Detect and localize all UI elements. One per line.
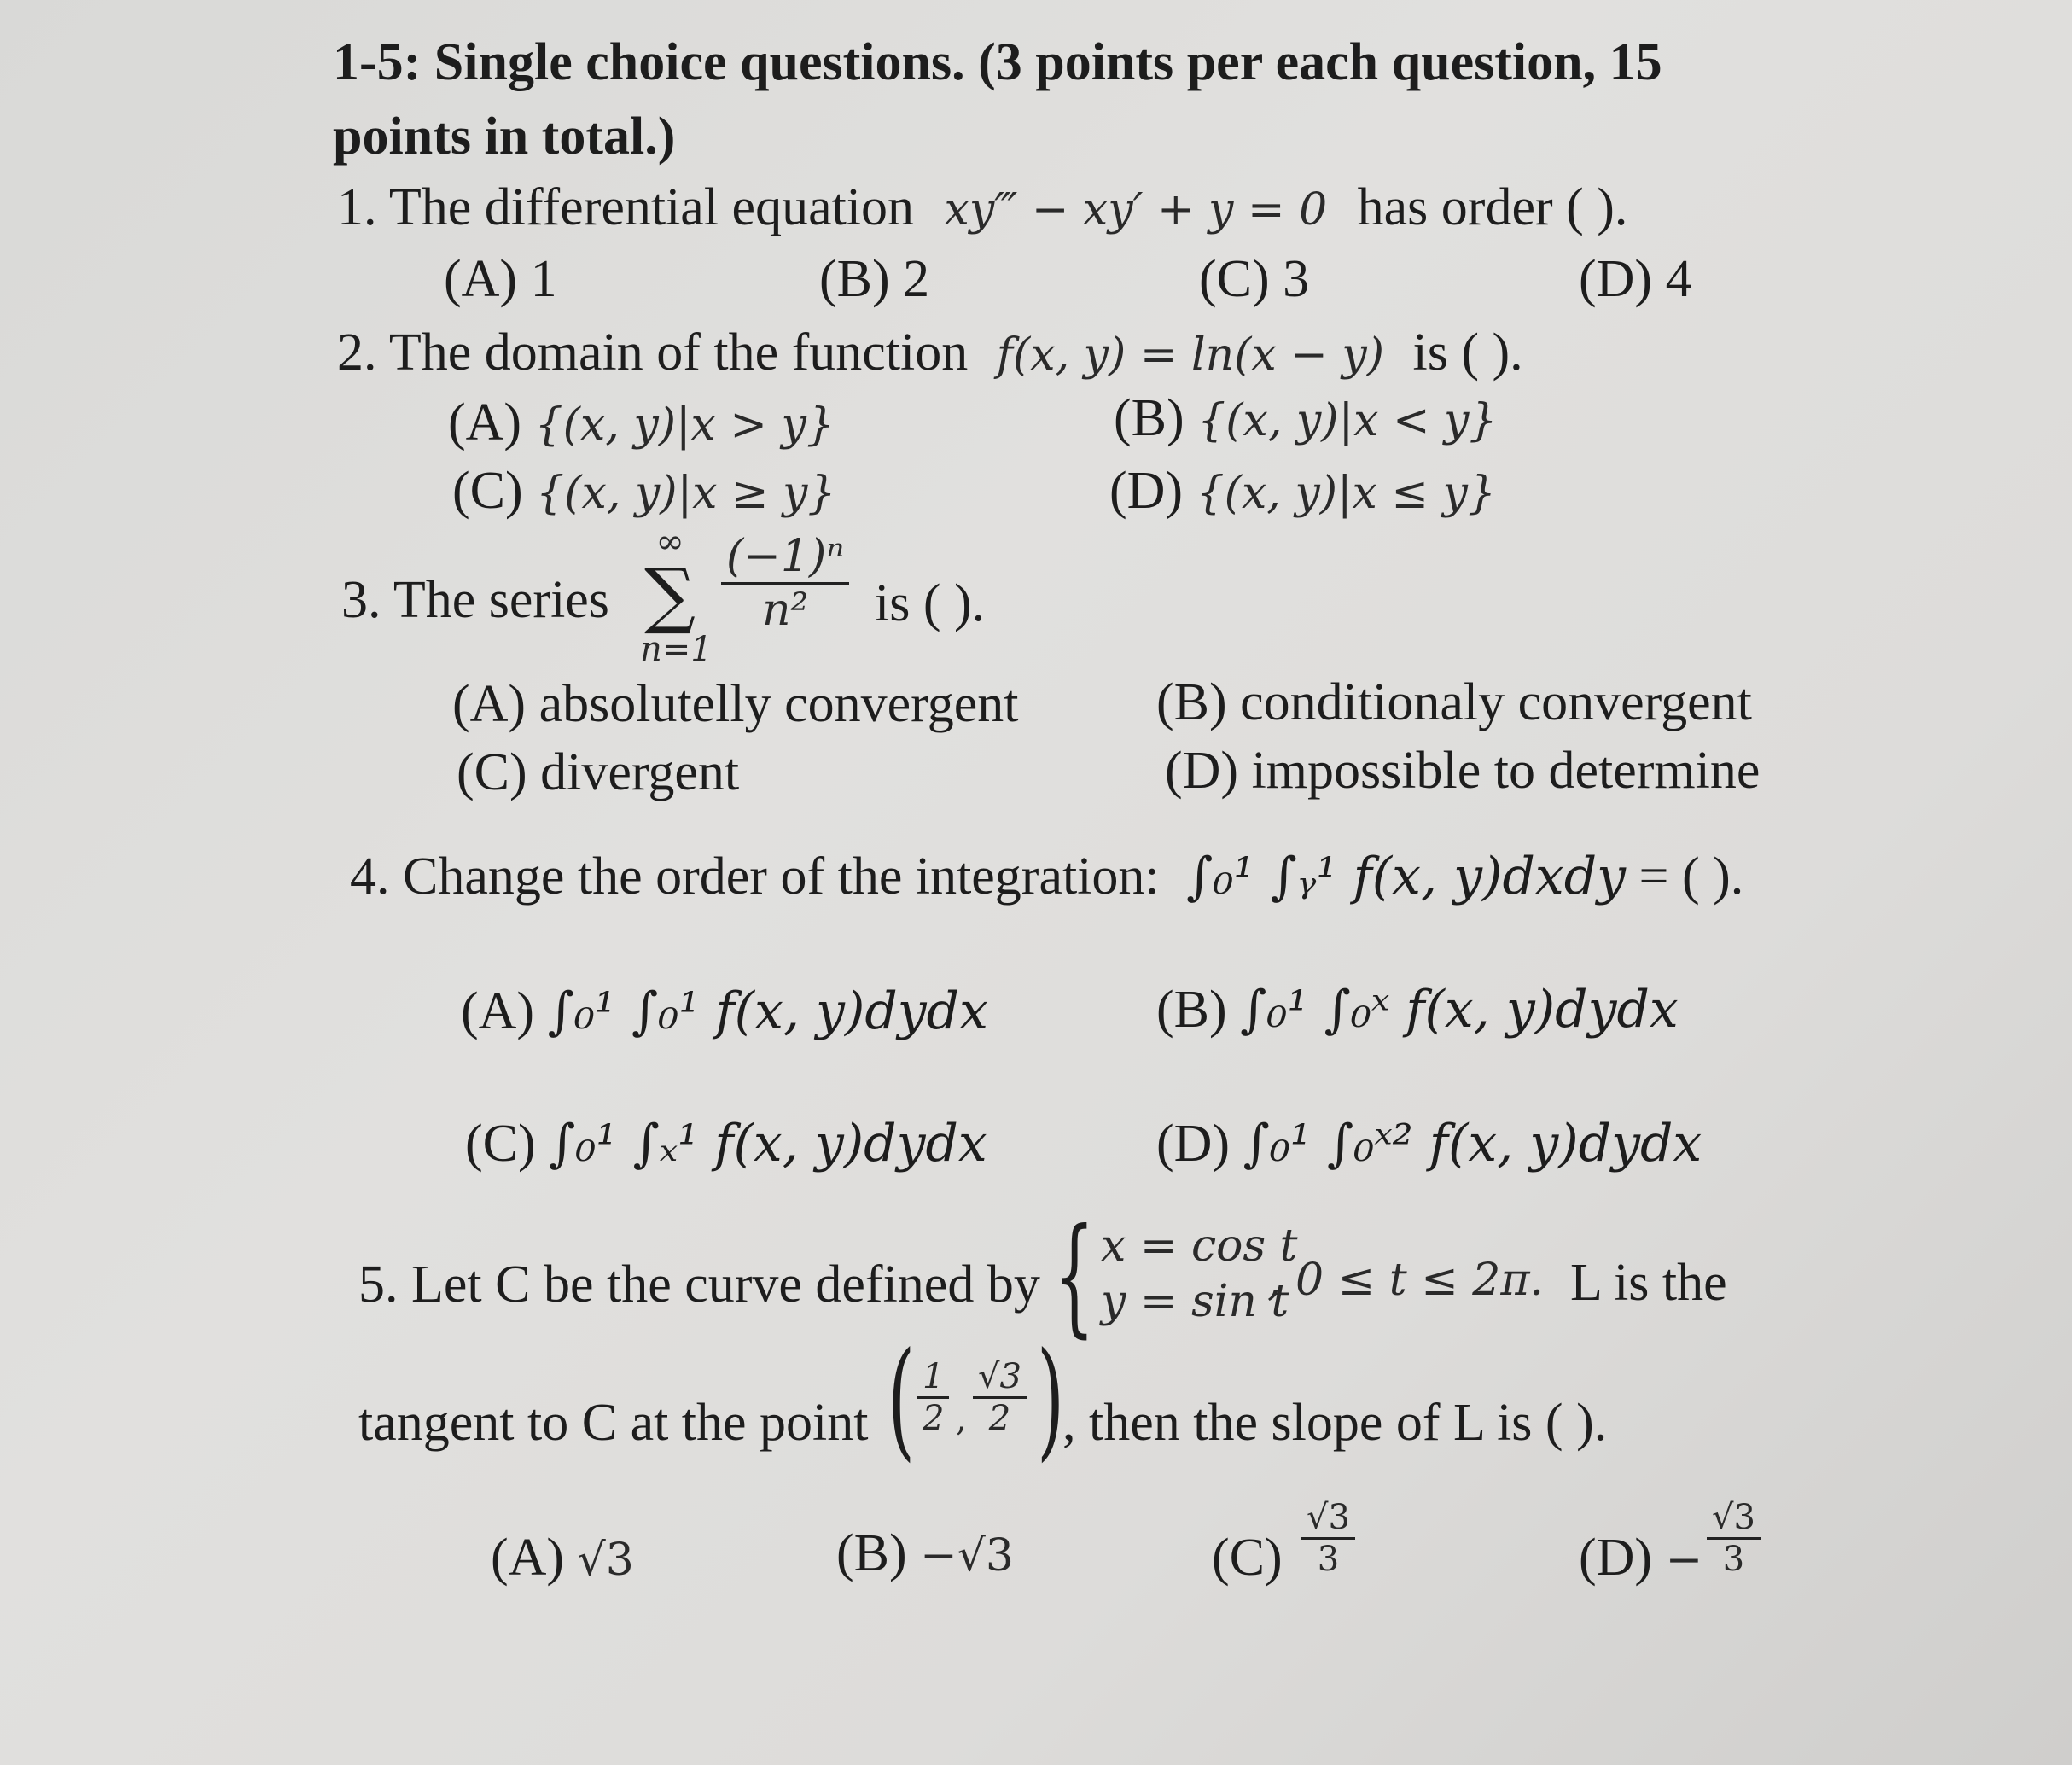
q2-option-a[interactable] — [448, 393, 835, 453]
q3-denominator: n² — [761, 585, 809, 636]
q3-sum-upper: ∞ — [655, 522, 684, 562]
q3-option-d[interactable]: (D) impossible to determine — [1165, 742, 1761, 800]
q4-stem — [350, 847, 1743, 907]
q2-option-a-math: {(x, y)|x > y} — [534, 399, 835, 451]
q5-option-d-label: (D) — [1579, 1529, 1653, 1587]
section-header-line1: 1-5: Single choice questions. (3 points per each question, 15 — [333, 33, 1662, 91]
q5-point-x — [917, 1357, 949, 1438]
q5-system-line2: y = sin t — [1101, 1276, 1289, 1327]
q4-option-d-math: ∫₀¹ ∫₀ˣ² f(x, y)dydx — [1243, 1114, 1702, 1174]
q1-suffix: has order ( ). — [1357, 178, 1628, 236]
q4-integral: ∫₀¹ ∫ᵧ¹ f(x, y)dxdy — [1186, 847, 1627, 906]
q5-option-c-fraction — [1301, 1498, 1355, 1579]
q3-numerator: (−1)ⁿ — [721, 531, 849, 585]
sigma-icon: ∑ — [644, 553, 696, 637]
q1-option-c[interactable]: (C) 3 — [1199, 250, 1310, 308]
q3-summation — [640, 522, 713, 669]
q5-point-y-den: 2 — [988, 1399, 1011, 1438]
q5-option-c-label: (C) — [1212, 1529, 1283, 1587]
q1-option-d[interactable]: (D) 4 — [1579, 250, 1692, 308]
q5-point-x-den: 2 — [923, 1399, 945, 1438]
q5-option-d-fraction — [1707, 1498, 1761, 1579]
q5-line2-suffix: , then the slope of L is ( ). — [1062, 1394, 1608, 1452]
q5-point-x-num: 1 — [917, 1357, 949, 1399]
q4-prefix: 4. Change the order of the integration: — [350, 848, 1160, 906]
q2-stem — [337, 323, 1523, 383]
q5-suffix-line1: L is the — [1570, 1254, 1727, 1312]
q3-option-b[interactable]: (B) conditionaly convergent — [1156, 673, 1752, 731]
q4-suffix: = ( ). — [1638, 848, 1744, 906]
q5-option-a[interactable] — [491, 1528, 634, 1588]
q5-left-brace-icon: { — [1054, 1202, 1095, 1350]
q5-option-b[interactable] — [836, 1523, 1014, 1584]
q5-system-line1: x = cos t — [1101, 1220, 1298, 1272]
q5-option-a-label: (A) — [491, 1529, 565, 1587]
q4-option-b[interactable] — [1156, 980, 1679, 1040]
q5-option-d-sign: − — [1665, 1535, 1703, 1586]
q3-sum-lower: n=1 — [640, 629, 713, 669]
q5-option-a-math: √3 — [577, 1535, 634, 1586]
q5-line2-prefix: tangent to C at the point — [358, 1394, 869, 1452]
q1-equation: xy‴ − xy′ + y = 0 — [944, 184, 1328, 236]
q2-option-c-label: (C) — [452, 462, 523, 520]
q4-option-a-label: (A) — [461, 982, 535, 1040]
q2-option-c-math: {(x, y)|x ≥ y} — [536, 468, 836, 519]
section-header-line2: points in total.) — [333, 108, 676, 166]
q3-prefix: 3. The series — [341, 571, 609, 629]
q5-range: , 0 ≤ t ≤ 2π. — [1267, 1255, 1545, 1306]
q1-prefix: 1. The differential equation — [337, 178, 915, 236]
q4-option-a-math: ∫₀¹ ∫₀¹ f(x, y)dydx — [547, 982, 988, 1041]
q2-suffix: is ( ). — [1412, 323, 1523, 382]
q5-point-comma: , — [956, 1400, 967, 1439]
q4-option-c-math: ∫₀¹ ∫ₓ¹ f(x, y)dydx — [549, 1114, 987, 1174]
q5-option-d-den: 3 — [1722, 1540, 1745, 1579]
q5-option-c-den: 3 — [1317, 1540, 1340, 1579]
q3-suffix: is ( ). — [875, 574, 986, 632]
q4-option-c-label: (C) — [465, 1115, 536, 1173]
q3-option-c[interactable]: (C) divergent — [457, 743, 740, 801]
q2-option-c[interactable] — [452, 461, 836, 521]
q4-option-b-label: (B) — [1156, 981, 1227, 1039]
q5-option-b-math: −√3 — [920, 1530, 1014, 1582]
q1-stem — [337, 178, 1627, 238]
q5-option-b-label: (B) — [836, 1524, 907, 1582]
q4-option-d[interactable] — [1156, 1114, 1702, 1174]
q2-option-a-label: (A) — [448, 393, 522, 451]
q2-option-b-label: (B) — [1114, 389, 1184, 447]
q2-option-b-math: {(x, y)|x < y} — [1197, 395, 1498, 446]
q5-option-c[interactable] — [1212, 1528, 1283, 1588]
q3-fraction — [721, 531, 849, 636]
q5-prefix: 5. Let C be the curve defined by — [358, 1255, 1040, 1314]
q1-option-b[interactable]: (B) 2 — [819, 250, 930, 308]
q2-option-b[interactable] — [1114, 388, 1498, 449]
q4-option-b-math: ∫₀¹ ∫₀ˣ f(x, y)dydx — [1240, 980, 1679, 1040]
q5-option-d[interactable] — [1579, 1528, 1702, 1588]
q5-left-paren-icon: ( — [888, 1325, 916, 1474]
q2-option-d[interactable] — [1109, 461, 1496, 521]
q5-point-y-num: √3 — [973, 1357, 1027, 1399]
q4-option-d-label: (D) — [1156, 1115, 1231, 1173]
q1-option-a[interactable]: (A) 1 — [444, 250, 557, 308]
q2-function: f(x, y) = ln(x − y) — [996, 329, 1384, 381]
q2-option-d-math: {(x, y)|x ≤ y} — [1196, 468, 1496, 519]
q2-option-d-label: (D) — [1109, 462, 1184, 520]
q5-option-c-num: √3 — [1301, 1498, 1355, 1540]
q4-option-a[interactable] — [461, 982, 988, 1042]
q5-point-y — [973, 1357, 1027, 1438]
q4-option-c[interactable] — [465, 1114, 987, 1174]
q3-option-a[interactable]: (A) absolutelly convergent — [452, 675, 1019, 733]
q2-prefix: 2. The domain of the function — [337, 323, 969, 382]
q5-right-paren-icon: ) — [1037, 1325, 1065, 1474]
q5-option-d-num: √3 — [1707, 1498, 1761, 1540]
